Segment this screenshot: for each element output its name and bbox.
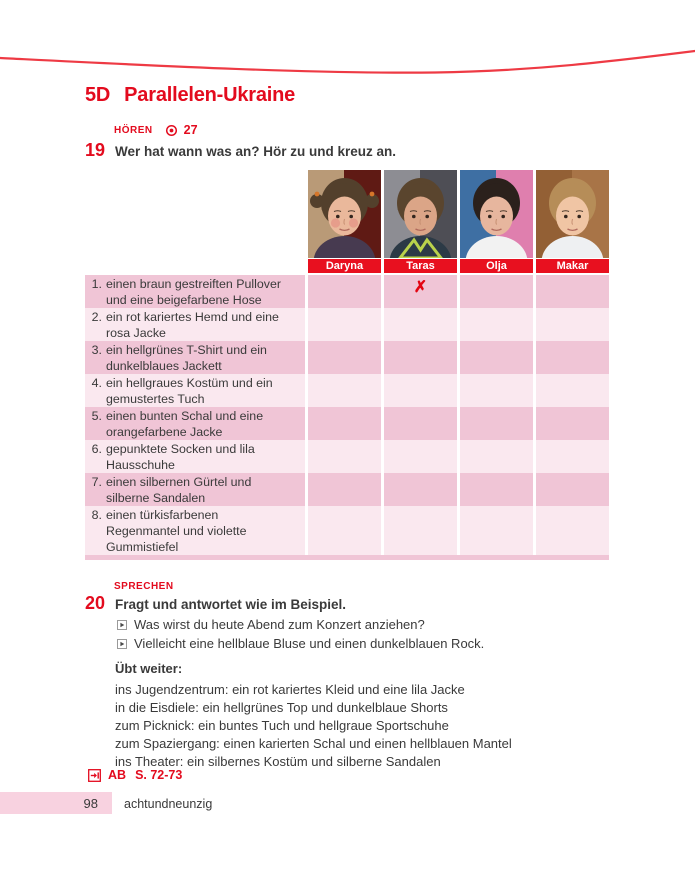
answer-cell-row4-daryna[interactable] [308, 374, 381, 407]
practice-item: ins Jugendzentrum: ein rot kariertes Kleid und eine lila Jacke [115, 682, 465, 697]
item-text-line: Gummistiefel [106, 540, 179, 554]
exercise19-header [85, 140, 396, 161]
photo-row-spacer [85, 170, 305, 258]
ab-pages: S. 72-73 [135, 768, 183, 782]
answer-cell-row6-makar[interactable] [536, 440, 609, 473]
column-name-label: Taras [406, 260, 435, 272]
column-name-label: Daryna [325, 260, 364, 272]
exercise20-number: 20 [85, 593, 106, 613]
table-row [85, 341, 609, 374]
photo-taras [384, 170, 457, 258]
answer-cell-row8-makar[interactable] [536, 506, 609, 555]
dialogue-text: Vielleicht eine hellblaue Bluse und einen dunkelblauen Rock. [134, 635, 485, 651]
table-row [85, 440, 609, 473]
answer-cell-row2-taras[interactable] [384, 308, 457, 341]
item-number: 8. [91, 508, 102, 522]
column-header-daryna [308, 259, 381, 273]
skill-label-hoeren: HÖREN [114, 124, 153, 136]
item-text-cell [85, 473, 305, 506]
answer-cell-row5-daryna[interactable] [308, 407, 381, 440]
column-name-label: Makar [556, 260, 589, 272]
item-text-line: dunkelblaues Jackett [106, 359, 222, 373]
names-header-row [85, 258, 609, 273]
item-number: 4. [91, 376, 102, 390]
exercise20-instruction: Fragt und antwortet wie im Beispiel. [115, 597, 347, 612]
speaker-play-icon [117, 620, 127, 630]
item-text [106, 342, 301, 374]
answer-cell-row5-makar[interactable] [536, 407, 609, 440]
answer-cell-row5-olja[interactable] [460, 407, 533, 440]
photo-row [85, 170, 609, 258]
photo-makar [536, 170, 609, 258]
exercise20-skill-row [114, 581, 174, 592]
dialogue-line [117, 617, 484, 636]
table-rows [85, 275, 609, 555]
item-text-line: einen silbernen Gürtel und [106, 475, 252, 489]
audio-track-number: 27 [183, 123, 198, 137]
audio-track-icon [165, 124, 178, 137]
item-number: 2. [91, 310, 102, 324]
item-text-line: Hausschuhe [106, 458, 175, 472]
answer-cell-row7-makar[interactable] [536, 473, 609, 506]
answer-cell-row1-makar[interactable] [536, 275, 609, 308]
practice-item: zum Picknick: ein buntes Tuch und hellgraue Sportschuhe [115, 718, 449, 733]
answer-cell-row6-olja[interactable] [460, 440, 533, 473]
answer-cell-row3-taras[interactable] [384, 341, 457, 374]
answer-cell-row8-daryna[interactable] [308, 506, 381, 555]
page-title [85, 84, 295, 107]
item-text-line: orangefarbene Jacke [106, 425, 223, 439]
answer-cell-row1-taras[interactable] [384, 275, 457, 308]
item-text-line: einen bunten Schal und eine [106, 409, 264, 423]
names-row-spacer [85, 258, 305, 273]
photo-olja [460, 170, 533, 258]
column-header-olja [460, 259, 533, 273]
practice-label: Übt weiter: [115, 661, 183, 676]
dialogue-text: Was wirst du heute Abend zum Konzert anziehen? [134, 617, 425, 632]
practice-item: zum Spaziergang: einen karierten Schal und einen hellblauen Mantel [115, 736, 512, 751]
answer-cell-row4-makar[interactable] [536, 374, 609, 407]
answer-cell-row3-olja[interactable] [460, 341, 533, 374]
ab-label: AB [108, 768, 127, 782]
cross-mark: ✗ [413, 279, 428, 296]
item-text-line: gepunktete Socken und lila [106, 442, 255, 456]
answer-cell-row1-olja[interactable] [460, 275, 533, 308]
item-text-cell [85, 341, 305, 374]
exercise20-header [85, 593, 346, 614]
practice-item: in die Eisdiele: ein hellgrünes Top und dunkelblaue Shorts [115, 700, 448, 715]
item-text-line: Regenmantel und violette [106, 524, 247, 538]
workbook-arrow-icon [88, 769, 101, 782]
item-text [106, 375, 301, 407]
exercise19-instruction: Wer hat wann was an? Hör zu und kreuz an. [115, 144, 397, 159]
table-row [85, 308, 609, 341]
item-text [106, 441, 301, 473]
item-text-cell [85, 440, 305, 473]
item-text-line: silberne Sandalen [106, 491, 206, 505]
page-number-word: achtundneunzig [124, 797, 213, 811]
workbook-reference [88, 768, 182, 782]
item-text [106, 309, 301, 341]
answer-cell-row2-makar[interactable] [536, 308, 609, 341]
item-text-cell [85, 374, 305, 407]
item-text-line: ein rot kariertes Hemd und eine [106, 310, 279, 324]
item-text-line: ein hellgraues Kostüm und ein [106, 376, 273, 390]
item-text-line: gemustertes Tuch [106, 392, 205, 406]
item-text-cell [85, 407, 305, 440]
answer-cell-row4-taras[interactable] [384, 374, 457, 407]
item-text-cell [85, 275, 305, 308]
speaker-play-icon [117, 639, 127, 649]
item-text [106, 276, 301, 308]
item-text [106, 507, 301, 555]
item-text-line: und eine beigefarbene Hose [106, 293, 262, 307]
practice-list [115, 681, 512, 771]
practice-item: ins Theater: ein silbernes Kostüm und silberne Sandalen [115, 754, 441, 769]
answer-cell-row2-daryna[interactable] [308, 308, 381, 341]
item-number: 1. [91, 277, 102, 291]
page-number: 98 [83, 796, 98, 811]
item-number: 7. [91, 475, 102, 489]
table-row [85, 473, 609, 506]
answer-cell-row3-makar[interactable] [536, 341, 609, 374]
table-row [85, 275, 609, 308]
answer-cell-row2-olja[interactable] [460, 308, 533, 341]
column-header-taras [384, 259, 457, 273]
item-text-cell [85, 506, 305, 555]
answer-cell-row8-olja[interactable] [460, 506, 533, 555]
answer-cell-row8-taras[interactable] [384, 506, 457, 555]
item-number: 5. [91, 409, 102, 423]
item-number: 6. [91, 442, 102, 456]
answer-cell-row1-daryna[interactable] [308, 275, 381, 308]
answer-cell-row6-daryna[interactable] [308, 440, 381, 473]
item-text [106, 474, 301, 506]
column-name-label: Olja [486, 260, 507, 272]
table-bottom-stripe [85, 555, 609, 560]
exercise19-skill-row [114, 123, 198, 137]
table-row [85, 374, 609, 407]
exercise19-number: 19 [85, 140, 106, 160]
skill-label-sprechen: SPRECHEN [114, 581, 174, 592]
answer-cell-row4-olja[interactable] [460, 374, 533, 407]
column-header-makar [536, 259, 609, 273]
answer-cell-row5-taras[interactable] [384, 407, 457, 440]
item-number: 3. [91, 343, 102, 357]
dialogue-line [117, 636, 484, 655]
example-dialogue [117, 617, 484, 654]
table-row [85, 407, 609, 440]
table-row [85, 506, 609, 555]
answer-cell-row7-olja[interactable] [460, 473, 533, 506]
section-code: 5D [85, 84, 111, 106]
item-text [106, 408, 301, 440]
exercise19-table [85, 170, 609, 560]
item-text-cell [85, 308, 305, 341]
answer-cell-row7-taras[interactable] [384, 473, 457, 506]
answer-cell-row7-daryna[interactable] [308, 473, 381, 506]
answer-cell-row6-taras[interactable] [384, 440, 457, 473]
photo-daryna [308, 170, 381, 258]
item-text-line: ein hellgrünes T-Shirt und ein [106, 343, 267, 357]
torn-edge-line [0, 0, 695, 90]
section-title: Parallelen-Ukraine [124, 84, 296, 106]
answer-cell-row3-daryna[interactable] [308, 341, 381, 374]
item-text-line: einen braun gestreiften Pullover [106, 277, 281, 291]
item-text-line: rosa Jacke [106, 326, 166, 340]
item-text-line: einen türkisfarbenen [106, 508, 219, 522]
